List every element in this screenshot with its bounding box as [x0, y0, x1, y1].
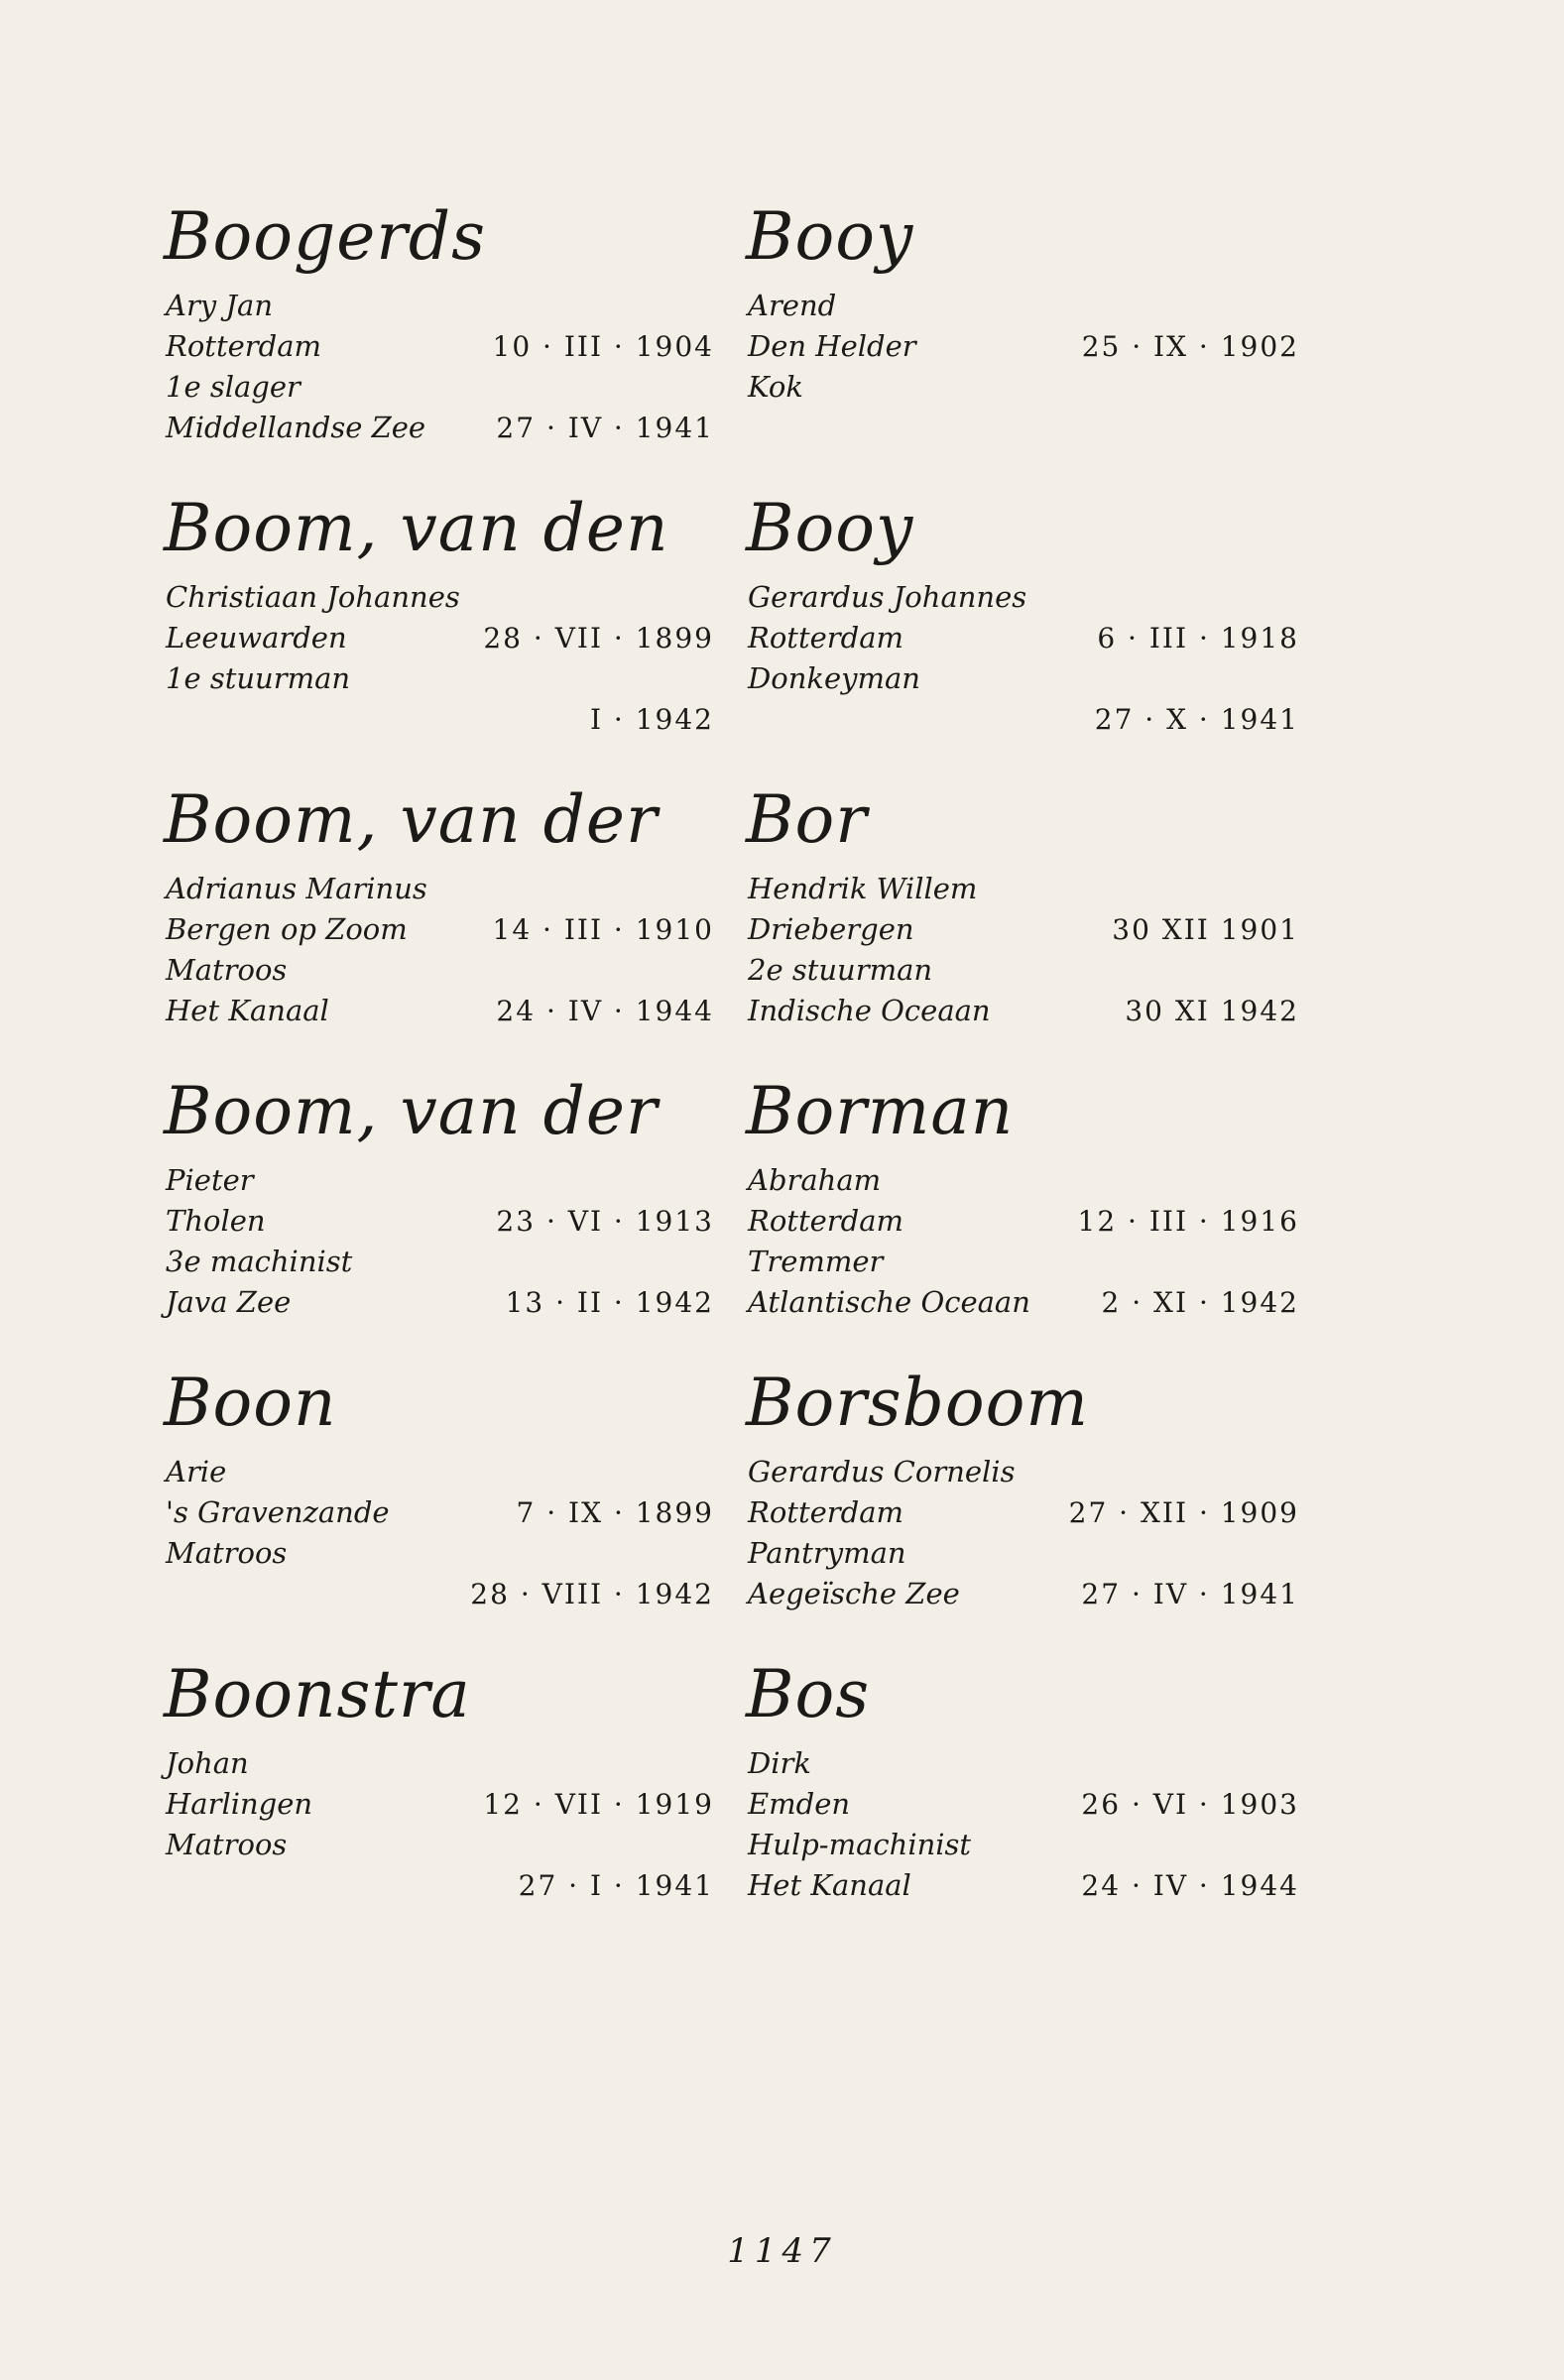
detail-line	[164, 367, 714, 408]
detail-text: Leeuwarden	[166, 621, 347, 654]
detail-text: Java Zee	[166, 1285, 292, 1319]
detail-date: 7 · IX · 1899	[516, 1496, 714, 1529]
memorial-entry	[164, 490, 714, 781]
detail-date: 13 · II · 1942	[505, 1286, 714, 1319]
detail-line	[746, 1242, 1299, 1282]
detail-text: Tholen	[166, 1204, 266, 1238]
detail-line	[746, 1282, 1299, 1323]
detail-line	[164, 1452, 714, 1492]
detail-text: Bergen op Zoom	[166, 912, 408, 946]
detail-line	[746, 1160, 1299, 1201]
detail-line	[746, 408, 1299, 448]
detail-line	[746, 326, 1299, 367]
detail-line	[746, 991, 1299, 1031]
entry-surname: Borman	[746, 1073, 1015, 1149]
detail-line	[164, 1201, 714, 1242]
detail-line	[746, 658, 1299, 699]
detail-date: 27 · IV · 1941	[1081, 1578, 1299, 1610]
detail-line	[164, 699, 714, 740]
detail-text: Abraham	[748, 1163, 882, 1197]
detail-line	[746, 1201, 1299, 1242]
detail-line	[164, 618, 714, 658]
detail-line	[746, 699, 1299, 740]
detail-line	[164, 408, 714, 448]
entry-surname: Borsboom	[746, 1365, 1089, 1441]
detail-text: 2e stuurman	[748, 953, 933, 987]
detail-line	[164, 1242, 714, 1282]
detail-date: I · 1942	[589, 703, 714, 736]
detail-text: Tremmer	[748, 1245, 884, 1278]
detail-date: 14 · III · 1910	[492, 913, 714, 946]
detail-text: Atlantische Oceaan	[748, 1285, 1030, 1319]
detail-text: Adrianus Marinus	[166, 872, 427, 905]
detail-line	[746, 1784, 1299, 1825]
detail-date: 28 · VIII · 1942	[470, 1578, 714, 1610]
entry-surname: Bos	[746, 1656, 871, 1732]
detail-text: 3e machinist	[166, 1245, 353, 1278]
entry-surname: Boom, van der	[164, 781, 659, 858]
detail-text: Hulp-machinist	[748, 1828, 972, 1861]
detail-text: Kok	[748, 370, 803, 404]
detail-text: Het Kanaal	[748, 1868, 911, 1902]
detail-text: Rotterdam	[748, 621, 903, 654]
entry-details	[746, 286, 1299, 448]
memorial-entry	[746, 1073, 1299, 1365]
detail-text: Dirk	[748, 1746, 811, 1780]
detail-text: Matroos	[166, 953, 288, 987]
entry-surname: Bor	[746, 781, 868, 858]
entry-surname: Boom, van der	[164, 1073, 659, 1149]
detail-date: 12 · III · 1916	[1077, 1205, 1299, 1238]
detail-line	[164, 869, 714, 909]
memorial-entry	[746, 1365, 1299, 1656]
detail-line	[164, 1282, 714, 1323]
detail-text: Ary Jan	[166, 289, 273, 322]
detail-line	[164, 577, 714, 618]
entry-surname: Boom, van den	[164, 490, 669, 566]
entry-surname: Boogerds	[164, 198, 486, 275]
page-number: 1147	[727, 2231, 837, 2271]
detail-line	[746, 1743, 1299, 1784]
memorial-entry	[164, 1656, 714, 1948]
detail-text: Johan	[166, 1746, 249, 1780]
detail-text: Christiaan Johannes	[166, 580, 460, 614]
detail-line	[164, 286, 714, 326]
memorial-entry	[164, 781, 714, 1073]
detail-date: 12 · VII · 1919	[483, 1788, 714, 1821]
detail-line	[164, 1865, 714, 1906]
detail-text: Gerardus Johannes	[748, 580, 1027, 614]
detail-text: Middellandse Zee	[166, 411, 426, 444]
detail-text: Rotterdam	[748, 1495, 903, 1529]
detail-text: Aegeïsche Zee	[748, 1577, 960, 1610]
entry-details	[164, 1160, 714, 1323]
entry-details	[746, 1160, 1299, 1323]
detail-text: Pantryman	[748, 1536, 906, 1570]
detail-date: 2 · XI · 1942	[1101, 1286, 1299, 1319]
detail-text: Matroos	[166, 1828, 288, 1861]
detail-line	[746, 1574, 1299, 1614]
detail-line	[746, 1533, 1299, 1574]
detail-line	[164, 1574, 714, 1614]
memorial-entry	[164, 1073, 714, 1365]
detail-date: 27 · XII · 1909	[1068, 1496, 1299, 1529]
detail-line	[746, 869, 1299, 909]
entry-details	[164, 869, 714, 1031]
entry-details	[746, 1452, 1299, 1614]
detail-text: Indische Oceaan	[748, 994, 991, 1027]
detail-text: Gerardus Cornelis	[748, 1455, 1016, 1488]
detail-line	[746, 1825, 1299, 1865]
detail-date: 10 · III · 1904	[492, 330, 714, 363]
detail-line	[164, 1825, 714, 1865]
detail-date: 27 · X · 1941	[1094, 703, 1299, 736]
entry-surname: Boon	[164, 1365, 337, 1441]
detail-line	[746, 618, 1299, 658]
memorial-entry	[746, 781, 1299, 1073]
detail-line	[164, 950, 714, 991]
detail-line	[164, 326, 714, 367]
right-column	[746, 198, 1299, 1948]
entry-details	[746, 1743, 1299, 1906]
detail-text: Het Kanaal	[166, 994, 329, 1027]
detail-text: Emden	[748, 1787, 851, 1821]
detail-text: Den Helder	[748, 329, 916, 363]
entry-details	[746, 869, 1299, 1031]
entry-details	[746, 577, 1299, 740]
detail-date: 6 · III · 1918	[1097, 622, 1299, 654]
memorial-entry	[746, 1656, 1299, 1948]
detail-text: Arend	[748, 289, 837, 322]
detail-date: 24 · IV · 1944	[1081, 1869, 1299, 1902]
detail-date: 23 · VI · 1913	[496, 1205, 714, 1238]
detail-text: Rotterdam	[166, 329, 321, 363]
detail-line	[746, 1492, 1299, 1533]
entry-surname: Booy	[746, 490, 914, 566]
detail-line	[746, 950, 1299, 991]
detail-date: 27 · I · 1941	[518, 1869, 714, 1902]
detail-line	[164, 991, 714, 1031]
detail-line	[746, 286, 1299, 326]
detail-line	[746, 909, 1299, 950]
detail-date: 24 · IV · 1944	[496, 995, 714, 1027]
detail-date: 30 XI 1942	[1125, 995, 1299, 1027]
entry-surname: Boonstra	[164, 1656, 471, 1732]
entry-details	[164, 577, 714, 740]
detail-text: Pieter	[166, 1163, 254, 1197]
detail-text: Driebergen	[748, 912, 914, 946]
detail-line	[164, 909, 714, 950]
detail-text: 's Gravenzande	[166, 1495, 390, 1529]
memorial-entry	[746, 198, 1299, 490]
entry-details	[164, 1743, 714, 1906]
memorial-entry	[164, 198, 714, 490]
detail-date: 28 · VII · 1899	[483, 622, 714, 654]
detail-line	[746, 1865, 1299, 1906]
detail-text: Harlingen	[166, 1787, 313, 1821]
detail-line	[164, 1784, 714, 1825]
left-column	[164, 198, 714, 1948]
detail-text: Donkeyman	[748, 661, 920, 695]
detail-line	[164, 1160, 714, 1201]
detail-text: 1e slager	[166, 370, 301, 404]
entry-surname: Booy	[746, 198, 914, 275]
detail-text: Matroos	[166, 1536, 288, 1570]
entry-details	[164, 1452, 714, 1614]
detail-line	[746, 1452, 1299, 1492]
detail-date: 26 · VI · 1903	[1081, 1788, 1299, 1821]
detail-line	[746, 367, 1299, 408]
detail-text: Rotterdam	[748, 1204, 903, 1238]
detail-text: Hendrik Willem	[748, 872, 978, 905]
memorial-entry	[746, 490, 1299, 781]
memorial-entry	[164, 1365, 714, 1656]
detail-text: 1e stuurman	[166, 661, 351, 695]
detail-date: 27 · IV · 1941	[496, 412, 714, 444]
detail-line	[164, 1533, 714, 1574]
detail-date: 30 XII 1901	[1112, 913, 1299, 946]
detail-line	[164, 1743, 714, 1784]
detail-line	[746, 577, 1299, 618]
detail-date: 25 · IX · 1902	[1081, 330, 1299, 363]
detail-line	[164, 1492, 714, 1533]
entry-details	[164, 286, 714, 448]
detail-line	[164, 658, 714, 699]
detail-text: Arie	[166, 1455, 227, 1488]
